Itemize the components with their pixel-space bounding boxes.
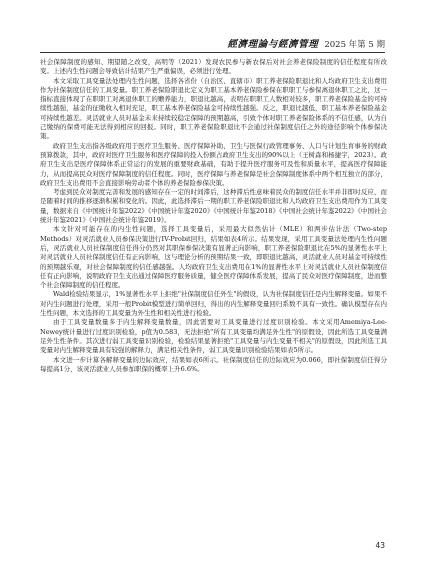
- header-rule: [40, 52, 385, 53]
- paragraph: 由于工具变量数量多于内生解释变量数量，因此需要对工具变量进行过度识别检验。本文采用Amemiya-Lee-Newey统计量进行过度识别检验，p值为0.583，无法拒绝"所有工具变量均满足外生性"的原假设，因此所选工具变量满足外生性条件。其次进行弱工具变量识别检验，检验结果显著拒绝"工具变量与内生变量不相关"的原假设，因此所选工具变量对内生解释变量具有较强的解释力，满足相关性条件，弱工具变量识别检验结果如表5所示。: [40, 318, 387, 355]
- paragraph: 本文进一步计算各解释变量的边际效应，结果如表6所示。社保制度信任的边际效应为0.066，即社保制度信任得分每提高1分，该灵活就业人员参加职保的概率上升6.6%。: [40, 355, 387, 373]
- article-body: [40, 58, 387, 536]
- paragraph: Wald检验结果显示，1%显著性水平上拒绝"社保制度信任外生"的假设，认为社保制度信任是内生解释变量。如果不对内生问题进行处理，采用一般Probit模型进行简单回归，得出的内生解释变量回归系数不具有一致性。确认模型存在内生性问题，本文选择的工具变量为外生性和相关性进行检验。: [40, 290, 387, 318]
- paragraph: 本文针对可能存在的内生性问题，选择工具变量后，采用最大似然估计（MLE）和两步估计法（Two-step Methods）对灵活就业人员参保决策进行IV-Probit回归，结果如表4所示。结果发现，采用工具变量法处理内生性问题后，灵活就业人员社保制度信任得分仍然对其职保参保决策有显著正向影响，职工养老保险职退比在5%的显著性水平上对灵活就业人员社保制度信任有正向影响，这与理论分析的预期结果一致，即职退比越高，灵活就业人员对基金可持续性的预期越乐观，对社会保障制度的信任感越强。人均政府卫生支出费用在1%的显著性水平上对灵活就业人员社保制度信任有正向影响，说明政府卫生支出通过保障医疗服务质量，健全医疗保障体系发展，提高了民众对医疗保障制度，进而整个社会保障制度的信任程度。: [40, 225, 387, 290]
- journal-name: 經濟理論与經濟管理: [227, 39, 319, 50]
- running-header: [40, 36, 385, 50]
- issue-label: 2025 年第 5 期: [324, 40, 385, 50]
- paragraph: 本文采取工具变量法处理内生性问题，选择各省份（自治区、直辖市）职工养老保险职退比和人均政府卫生支出费用作为社保制度信任的工具变量。职工养老保险职退比定义为职工基本养老保险参保在职职工与参保离退休职工之比，这一指标直接体现了在职职工对离退休职工的赡养能力，职退比越高，表明在职职工人数相对较多，职工养老保险基金的可持续性越强，基金的征缴收入相对充足，职工基本养老保险基金可持续性越强。反之，职退比越低，职工基本养老保险基金可持续性越差。灵活就业人员对基金未来持续较稳定保障的预期越高，引致个体对职工养老保险体系的不信任感，认为自己缴纳的保费可能无法得到相应的回报。同时，职工养老保险职退比不会通过社保制度信任之外的途径影响个体参保决策。: [40, 76, 387, 141]
- paragraph: 社会保障制度的感知、期望随之改变，高明等（2021）发现农民参与新农保后对社会养老保险制度的信任程度有所改变。上述内生性问题会导致估计结果产生严重偏误，必须进行处理。: [40, 58, 387, 76]
- paragraph: 政府卫生支出指各级政府用于医疗卫生服务、医疗保障补助、卫生与医保行政管理事务、人口与计划生育事务的财政预算拨款，其中，政府对医疗卫生服务和医疗保障的投入份额占政府卫生支出的90%以上（王树森和杨捷宇，2023）。政府卫生支出是医疗保障体系正常运行的发展的重要财政基础，有助于提升医疗服务可及性和质量水平，提高医疗保障能力，从而提高民众对医疗保障制度的信任程度。同时，医疗保障与养老保障是社会保障制度体系中两个相互独立的部分，政府卫生支出费用不会直接影响劳动者个体的养老保险参保决策。: [40, 141, 387, 187]
- paragraph: 考虑到民众对制度完善和发展的感知存在一定的时间滞后，这种滞后性意味着民众的制度信任水平并非即时反应，而是随着时间的推移逐渐积累和变化的。因此，此选择滞后一期的职工养老保险职退比和人均政府卫生支出费用作为工具变量，数据来自《中国统计年鉴2022》《中国统计年鉴2020》《中国统计年鉴2018》《中国社会统计年鉴2022》《中国社会统计年鉴2021》《中国社会统计年鉴2019》。: [40, 188, 387, 225]
- page-number: 43: [375, 541, 385, 550]
